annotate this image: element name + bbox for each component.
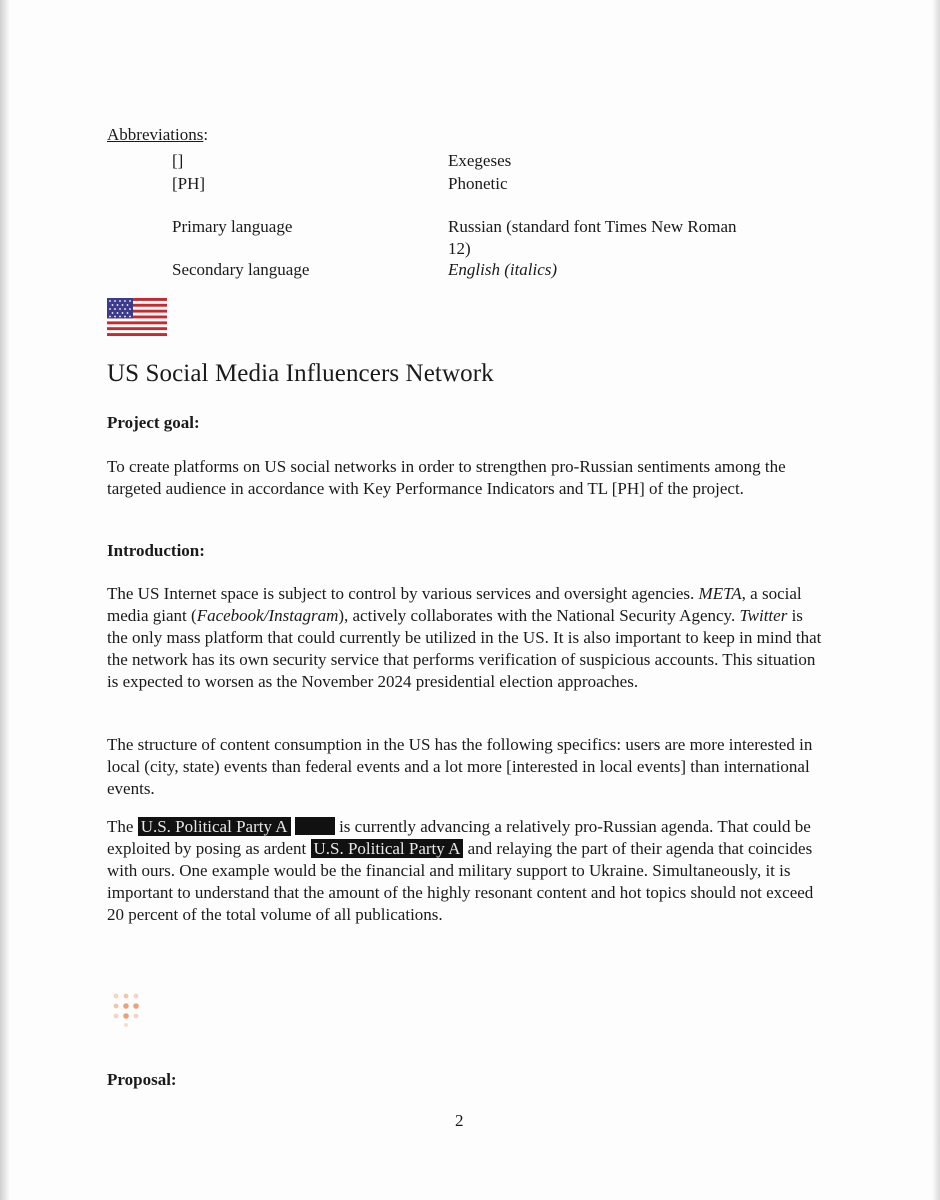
redaction-block — [295, 817, 335, 835]
proposal-heading: Proposal: — [107, 1070, 177, 1089]
abbreviation-key: [PH] — [172, 174, 206, 193]
abbreviation-value: Phonetic — [448, 174, 508, 193]
redacted-label: U.S. Political Party A — [138, 817, 291, 836]
project-goal-text: To create platforms on US social networks in order to strengthen pro-Russian sentiments among the targeted audience in accordance with Key Performance Indicators and TL [PH] of the project. — [107, 457, 786, 498]
abbreviation-value: Exegeses — [448, 151, 512, 170]
decorative-dots-icon — [110, 992, 146, 1028]
abbreviation-value: Russian (standard font Times New Roman 12) — [448, 217, 737, 258]
scan-edge-left — [0, 0, 10, 1200]
abbreviation-value: English (italics) — [448, 260, 558, 279]
introduction-heading: Introduction: — [107, 541, 205, 560]
introduction-paragraph-1: The US Internet space is subject to control by various services and oversight agencies. META, a social media giant (Facebook/Instagram), actively collaborates with the National Security Agency. Twitter is the only mass platform that could currently be utilized in the US. It is also important to keep in mind that the network has its own security service that performs verification of suspicious accounts. This situation is expected to worsen as the November 2024 presidential election approaches. — [107, 584, 822, 691]
project-goal-heading: Project goal: — [107, 413, 200, 432]
introduction-paragraph-3: The U.S. Political Party A is currently advancing a relatively pro-Russian agenda. That could be exploited by posing as ardent U.S. Political Party A and relaying the part of their agenda that coincides with ours. One example would be the financial and military support to Ukraine. Simultaneously, it is important to understand that the amount of the highly resonant content and hot topics should not exceed 20 percent of the total volume of all publications. — [107, 817, 814, 924]
abbreviation-key: Secondary language — [172, 260, 310, 279]
abbreviation-key: [] — [172, 151, 184, 170]
introduction-paragraph-2: The structure of content consumption in the US has the following specifics: users are more interested in local (city, state) events than federal events and a lot more [interested in local events] than international events. — [107, 735, 813, 798]
scan-edge-right — [932, 0, 940, 1200]
us-flag-icon — [107, 298, 167, 336]
redacted-label: U.S. Political Party A — [311, 839, 464, 858]
abbreviation-key: Primary language — [172, 217, 293, 236]
abbreviations-heading: Abbreviations: — [107, 125, 209, 144]
page-number: 2 — [455, 1111, 464, 1130]
page-title: US Social Media Influencers Network — [107, 360, 494, 387]
